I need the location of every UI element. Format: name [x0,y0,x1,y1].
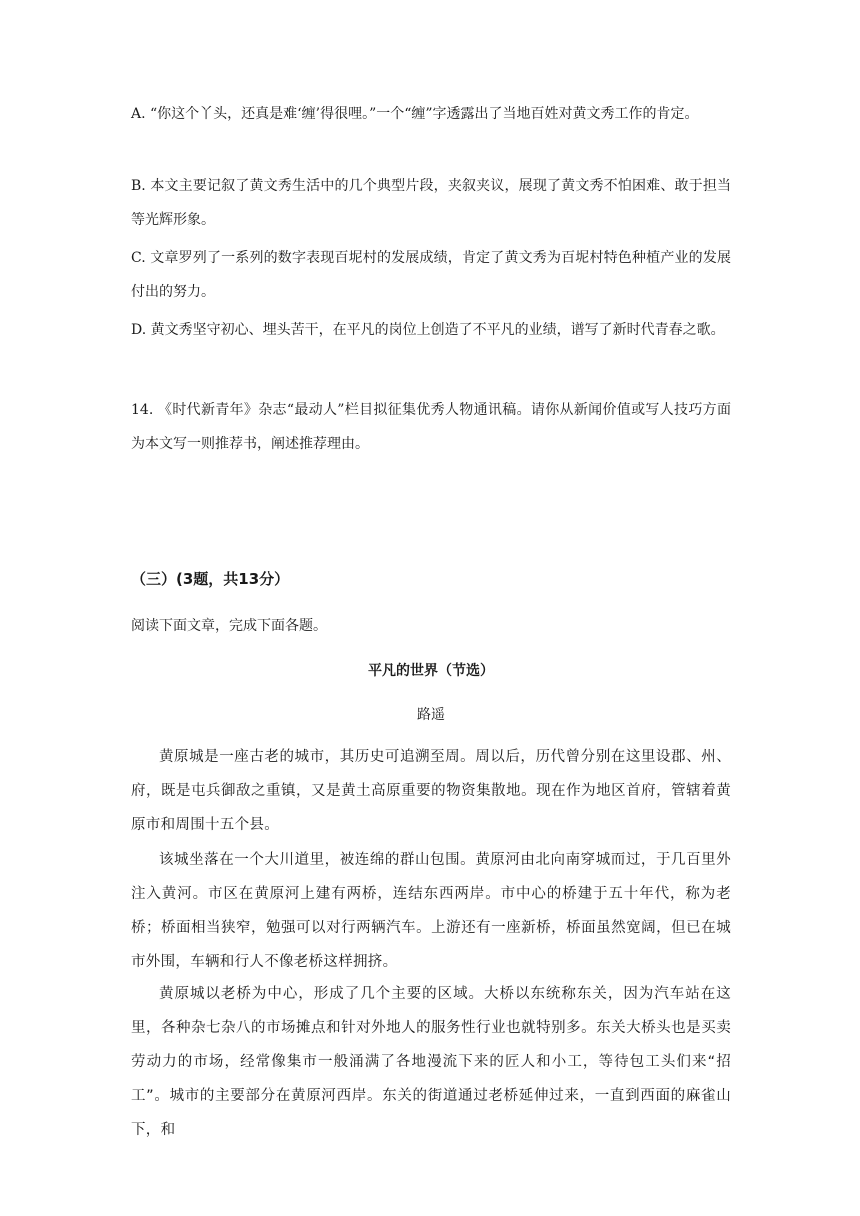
option-a: A. “你这个丫头，还真是难‘缠’得很哩。”一个“缠”字透露出了当地百姓对黄文秀工作的肯定。 [131,106,699,122]
section-heading: （三）(3题，共13分） [131,570,290,588]
article-author: 路遥 [417,707,445,723]
question-14: 14. 《时代新青年》杂志“最动人”栏目拟征集优秀人物通讯稿。请你从新闻价值或写人技巧方面为本文写一则推荐书，阐述推荐理由。 [131,402,731,452]
article-title: 平凡的世界（节选） [368,663,494,679]
article-paragraph: 黄原城以老桥为中心，形成了几个主要的区域。大桥以东统称东关，因为汽车站在这里，各种杂七杂八的市场摊点和针对外地人的服务性行业也就特别多。东关大桥头也是买卖劳动力的市场，经常像集市一般涌满了各地漫流下来的匠人和小工，等待包工头们来“招工”。城市的主要部分在黄原河西岸。东关的街道通过老桥延伸过来，一直到西面的麻雀山下，和 [131,986,731,1138]
option-c: C. 文章罗列了一系列的数字表现百坭村的发展成绩，肯定了黄文秀为百坭村特色种植产业的发展付出的努力。 [131,250,731,300]
section-instruction: 阅读下面文章，完成下面各题。 [131,618,327,634]
option-d: D. 黄文秀坚守初心、埋头苦干，在平凡的岗位上创造了不平凡的业绩，谱写了新时代青春之歌。 [131,322,725,338]
option-b: B. 本文主要记叙了黄文秀生活中的几个典型片段，夹叙夹议，展现了黄文秀不怕困难、敢于担当等光辉形象。 [131,178,731,228]
article-paragraph: 该城坐落在一个大川道里，被连绵的群山包围。黄原河由北向南穿城而过，于几百里外注入黄河。市区在黄原河上建有两桥，连结东西两岸。市中心的桥建于五十年代，称为老桥；桥面相当狭窄，勉强可以对行两辆汽车。上游还有一座新桥，桥面虽然宽阔，但已在城市外围，车辆和行人不像老桥这样拥挤。 [131,852,731,970]
article-paragraph: 黄原城是一座古老的城市，其历史可追溯至周。周以后，历代曾分别在这里设郡、州、府，既是屯兵御敌之重镇，又是黄土高原重要的物资集散地。现在作为地区首府，管辖着黄原市和周围十五个县。 [131,749,731,833]
